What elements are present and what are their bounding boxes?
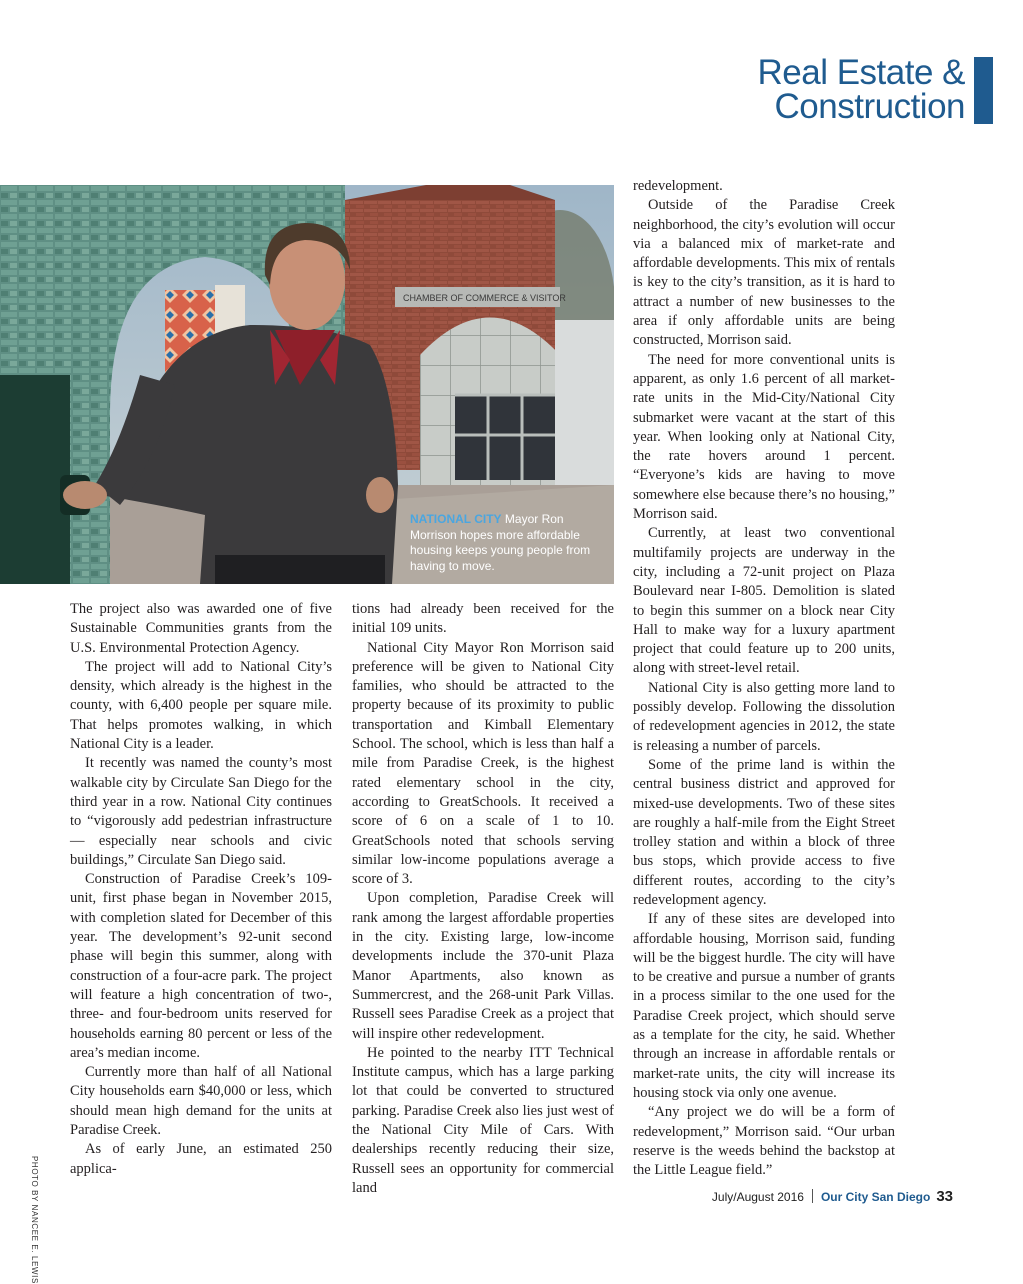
- paragraph: National City is also getting more land to possibly develop. Following the dissolution of redevelopment agencies in 2012, the state is releasing a number of parcels.: [633, 679, 895, 754]
- paragraph: Currently, at least two conventional multifamily projects are underway in the city, including a 72-unit project on Plaza Boulevard near I-805. Demolition is slated to begin this summer on a block near City Hall to make way for a luxury apartment project that could feature up to 200 units, along with street-level retail.: [633, 525, 895, 677]
- building-sign-text: CHAMBER OF COMMERCE & VISITOR: [403, 293, 566, 303]
- paragraph: He pointed to the nearby ITT Technical Institute campus, which has a large parking lot that could be converted to structured parking. Paradise Creek also lies just west of the National City Mile of Cars. With dealerships recently reducing their size, Russell sees an opportunity for commercial land: [352, 1044, 614, 1196]
- paragraph: Outside of the Paradise Creek neighborhood, the city’s evolution will occur via a balanced mix of market-rate and affordable developments. This mix of rentals is key to the city’s transition, as it is hard to attract a number of new businesses to the area if only affordable units are being constructed, Morrison said.: [633, 197, 895, 349]
- caption-text: Mayor Ron Morrison hopes more affordable housing keeps young people from having to move.: [410, 512, 591, 573]
- paragraph: National City Mayor Ron Morrison said preference will be given to National City families, who should be attracted to the property because of its proximity to public transportation and Kimball Elementary School. The school, which is less than half a mile from Paradise Creek, is the highest rated elementary school in the city, according to GreatSchools. It received a score of 6 on a scale of 1 to 10. GreatSchools noted that schools serving similar low-income populations average a score of 3.: [352, 639, 614, 888]
- footer-divider: [812, 1189, 813, 1203]
- article-column-2: [352, 600, 614, 1198]
- paragraph: As of early June, an estimated 250 applica-: [70, 1141, 332, 1177]
- page-footer: [712, 1188, 953, 1205]
- section-heading-line2: Construction: [774, 87, 965, 126]
- paragraph: Construction of Paradise Creek’s 109-unit, first phase began in November 2015, with completion slated for December of this year. The development’s 92-unit second phase will begin this summer, along with construction of a four-acre park. The project will feature a high concentration of two-, three- and four-bedroom units reserved for households earning 80 percent or less of the area’s median income.: [70, 871, 332, 1061]
- section-heading-line1: Real Estate &: [757, 53, 965, 92]
- photo-caption: [410, 512, 605, 574]
- article-column-1: [70, 600, 332, 1179]
- paragraph: Some of the prime land is within the central business district and approved for mixed-use developments. Two of these sites are roughly a half-mile from the Eight Street trolley station and within a block of three bus stops, which provide access to five different routes, according to the city’s redevelopment agency.: [633, 756, 895, 908]
- paragraph: redevelopment.: [633, 178, 723, 194]
- photo-credit: PHOTO BY NANCEE E. LEWIS: [30, 1156, 39, 1284]
- page-number: 33: [936, 1188, 953, 1205]
- paragraph: Currently more than half of all National City households earn $40,000 or less, which should mean high demand for the units at Paradise Creek.: [70, 1064, 332, 1139]
- paragraph: “Any project we do will be a form of redevelopment,” Morrison said. “Our urban reserve is the weeds behind the backstop at the Little League field.”: [633, 1104, 895, 1179]
- paragraph: tions had already been received for the initial 109 units.: [352, 601, 614, 637]
- paragraph: It recently was named the county’s most walkable city by Circulate San Diego for the third year in a row. National City continues to “vigorously add pedestrian infrastructure — especially near schools and civic buildings,” Circulate San Diego said.: [70, 755, 332, 868]
- article-column-3: [633, 177, 895, 1180]
- paragraph: Upon completion, Paradise Creek will rank among the largest affordable properties in the city. Existing large, low-income developments include the 370-unit Plaza Manor Apartments, also known as Summercrest, and the 268-unit Park Villas. Russell sees Paradise Creek as a project that will inspire other redevelopment.: [352, 890, 614, 1042]
- section-accent-bar: [974, 57, 993, 124]
- caption-lead: NATIONAL CITY: [410, 512, 502, 526]
- section-heading: [757, 53, 966, 126]
- magazine-name: Our City San Diego: [820, 1190, 931, 1204]
- paragraph: The project will add to National City’s density, which already is the highest in the county, with 6,400 people per square mile. That helps promotes walking, in which National City is a leader.: [70, 658, 332, 753]
- paragraph: If any of these sites are developed into affordable housing, Morrison said, funding will be the biggest hurdle. The city will have to be creative and pursue a number of grants in a process similar to the one used for the Paradise Creek project, which should serve as a template for the city, he said. Whether through an increase in affordable rentals or market-rate units, the city will increase its housing stock via only one avenue.: [633, 911, 895, 1101]
- paragraph: The project also was awarded one of five Sustainable Communities grants from the U.S. Environmental Protection Agency.: [70, 601, 332, 656]
- issue-date: July/August 2016: [711, 1190, 804, 1204]
- paragraph: The need for more conventional units is apparent, as only 1.6 percent of all market-rate units in the Mid-City/National City submarket were vacant at the start of this year. When looking only at National City, the rate hovers around 1 percent. “Everyone’s kids are having to move somewhere else because there’s no housing,” Morrison said.: [633, 351, 895, 523]
